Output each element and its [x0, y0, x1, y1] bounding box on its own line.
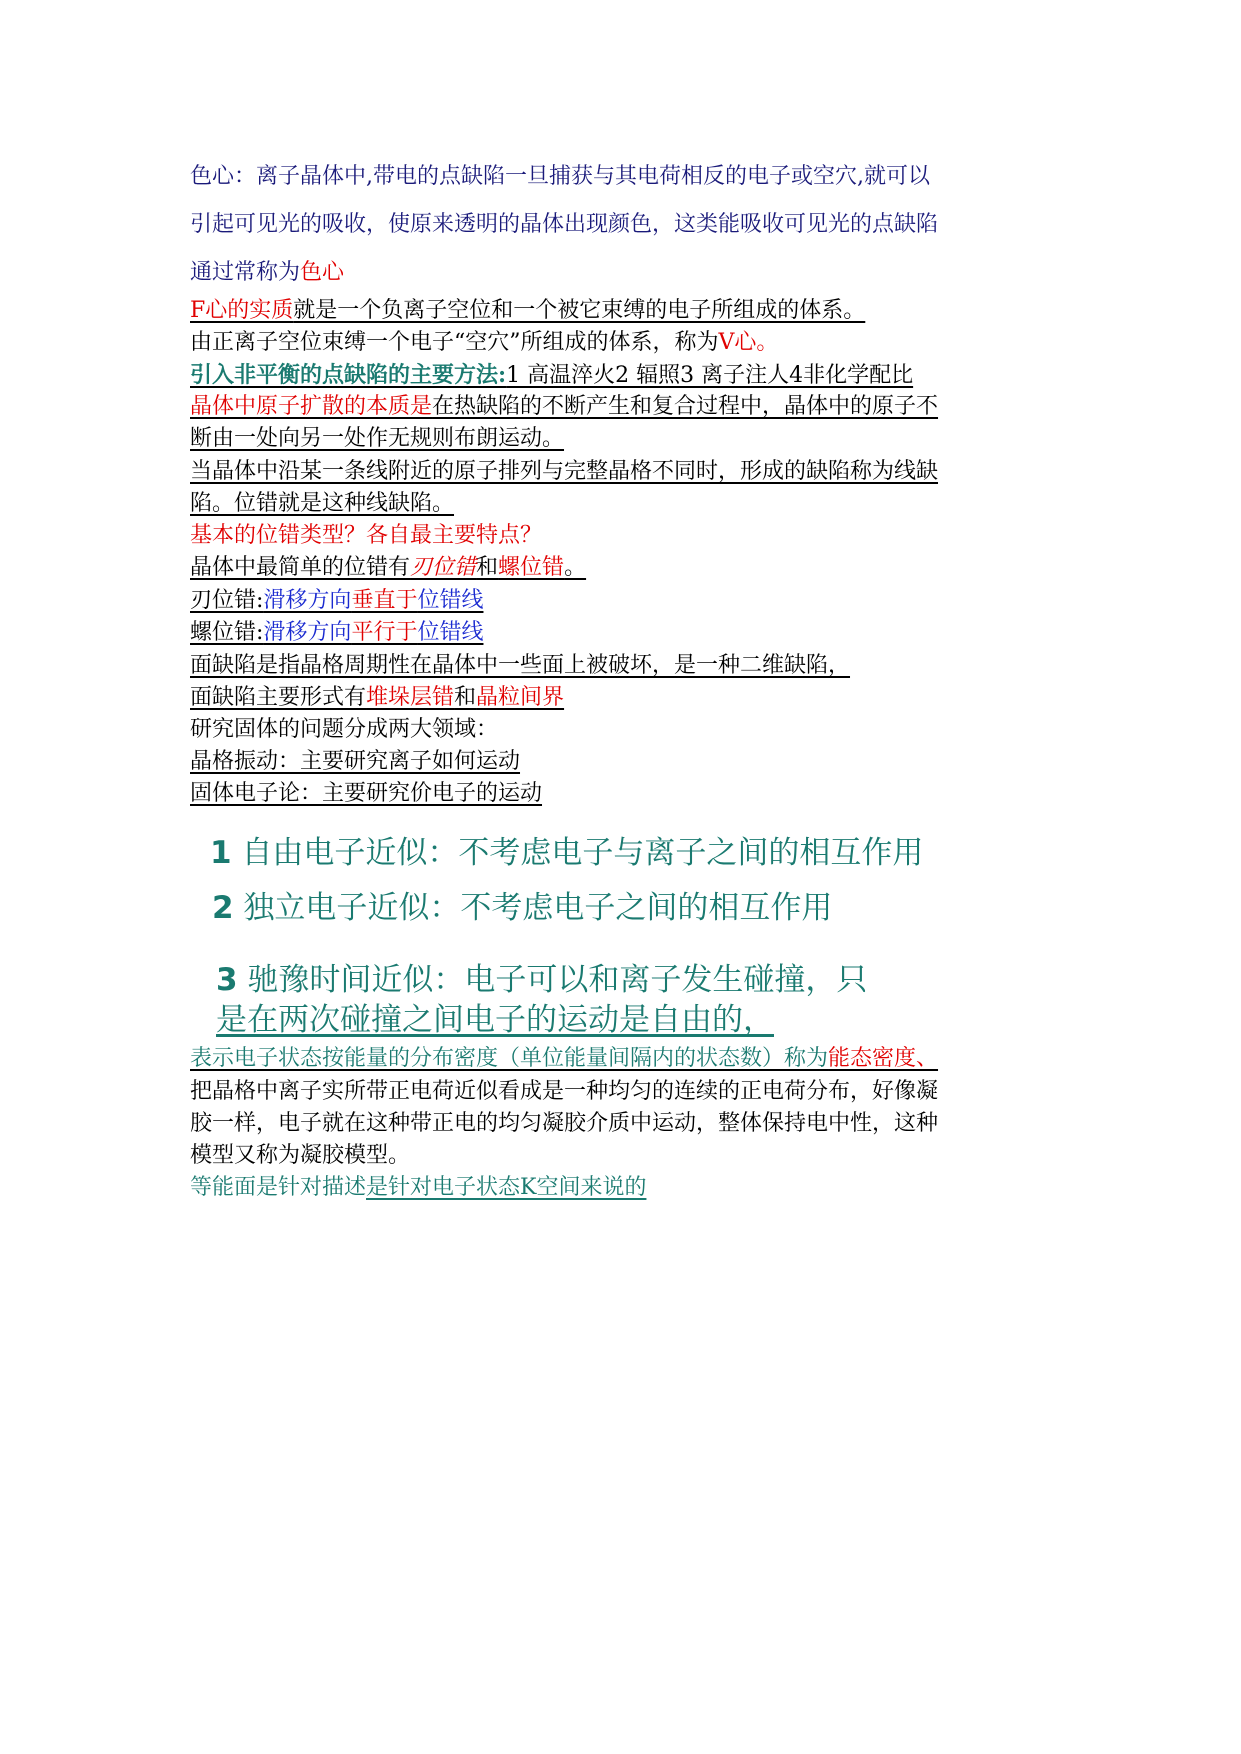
lattice-vibration-line: 晶格振动：主要研究离子如何运动 — [190, 749, 521, 774]
approx-relaxation-time-1: 3 驰豫时间近似：电子可以和离子发生碰撞，只 — [216, 962, 868, 998]
approx-independent-electron: 2 独立电子近似：不考虑电子之间的相互作用 — [212, 890, 833, 926]
jellium-line-2: 胶一样，电子就在这种带正电的均匀凝胶介质中运动，整体保持电中性，这种 — [190, 1111, 939, 1136]
screw-dislocation-line: 螺位错:滑移方向平行于位错线 — [190, 620, 484, 645]
surface-defect-line-1: 面缺陷是指晶格周期性在晶体中一些面上被破坏，是一种二维缺陷， — [190, 653, 851, 678]
line-defect-line-2: 陷。位错就是这种线缺陷。 — [190, 491, 455, 516]
electron-theory-line: 固体电子论：主要研究价电子的运动 — [190, 781, 543, 806]
f-center-line: F心的实质就是一个负离子空位和一个被它束缚的电子所组成的体系。 — [190, 298, 866, 323]
color-center-line-2: 引起可见光的吸收，使原来透明的晶体出现颜色，这类能吸收可见光的点缺陷 — [190, 212, 939, 237]
surface-defect-line-2: 面缺陷主要形式有堆垛层错和晶粒间界 — [190, 685, 565, 710]
jellium-line-1: 把晶格中离子实所带正电荷近似看成是一种均匀的连续的正电荷分布，好像凝 — [190, 1079, 939, 1104]
simplest-dislocation-line: 晶体中最简单的位错有刃位错和螺位错。 — [190, 555, 587, 580]
defect-methods-line: 引入非平衡的点缺陷的主要方法:1 高温淬火2 辐照3 离子注人4非化学配比 — [190, 362, 914, 388]
approx-relaxation-time-2: 是在两次碰撞之间电子的运动是自由的， — [216, 1002, 774, 1038]
v-center-line: 由正离子空位束缚一个电子“空穴”所组成的体系，称为V心。 — [190, 330, 779, 355]
jellium-line-3: 模型又称为凝胶模型。 — [190, 1143, 411, 1168]
line-defect-line-1: 当晶体中沿某一条线附近的原子排列与完整晶格不同时，形成的缺陷称为线缺 — [190, 459, 939, 484]
diffusion-line-2: 断由一处向另一处作无规则布朗运动。 — [190, 426, 565, 451]
dislocation-question: 基本的位错类型？各自最主要特点？ — [190, 523, 543, 548]
edge-dislocation-line: 刃位错:滑移方向垂直于位错线 — [190, 588, 484, 613]
density-of-states-line: 表示电子状态按能量的分布密度（单位能量间隔内的状态数）称为能态密度、 — [190, 1046, 939, 1071]
diffusion-line-1: 晶体中原子扩散的本质是在热缺陷的不断产生和复合过程中，晶体中的原子不 — [190, 394, 939, 419]
color-center-line-3: 通过常称为色心 — [190, 260, 345, 285]
fields-title: 研究固体的问题分成两大领域： — [190, 717, 499, 742]
iso-energy-surface-line: 等能面是针对描述是针对电子状态K空间来说的 — [190, 1175, 647, 1200]
approx-free-electron: 1 自由电子近似：不考虑电子与离子之间的相互作用 — [210, 835, 924, 871]
color-center-line-1: 色心：离子晶体中,带电的点缺陷一旦捕获与其电荷相反的电子或空穴,就可以 — [190, 164, 930, 189]
